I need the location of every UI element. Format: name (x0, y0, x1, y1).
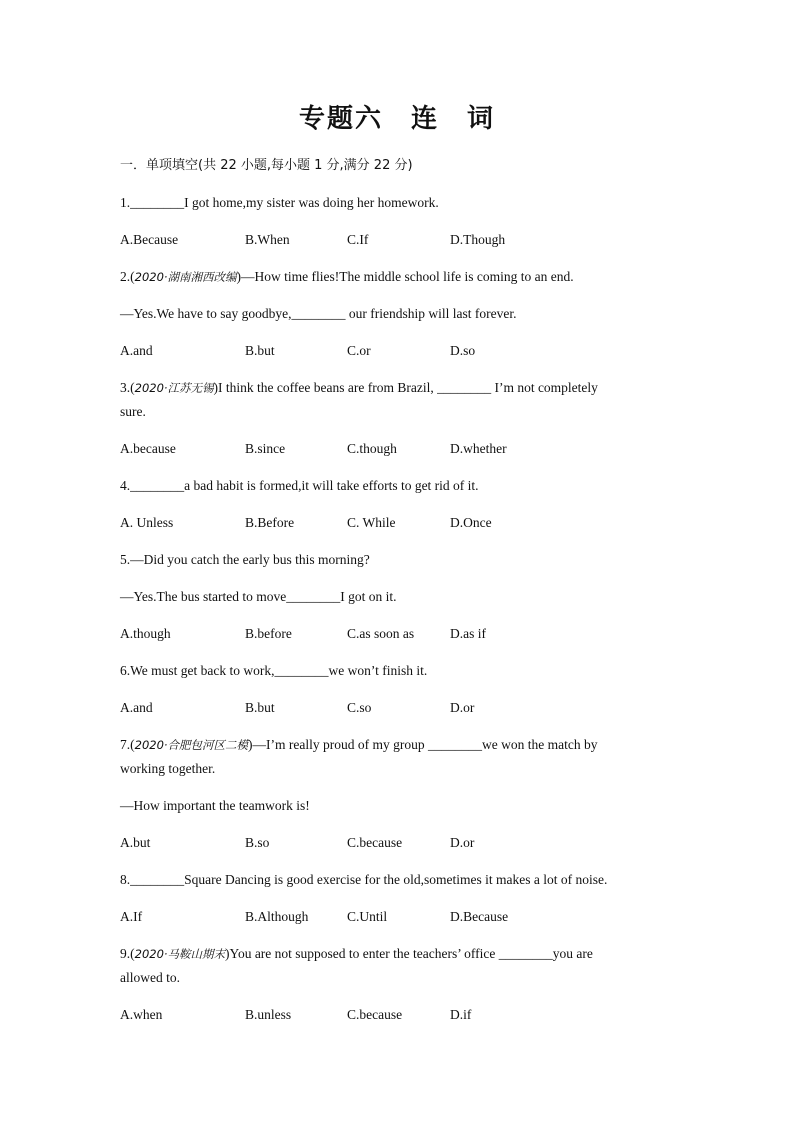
question-text-line-2: sure. (120, 404, 146, 419)
option-b: B.so (245, 835, 270, 850)
answer-options (120, 622, 660, 646)
question-stem: )I think the coffee beans are from Brazil, ________ I’m not completely (213, 380, 598, 395)
option-c: C.If (347, 232, 369, 247)
question-text-line-2: working together. (120, 761, 216, 776)
option-c: C.Until (347, 909, 388, 924)
question-1 (120, 191, 660, 252)
option-c: C.though (347, 441, 397, 456)
option-b: B.but (245, 700, 275, 715)
answer-options (120, 1003, 660, 1027)
question-source: 2020·湖南湘西改编 (134, 270, 237, 284)
section-heading: 一．单项填空(共 22 小题,每小题 1 分,满分 22 分) (120, 158, 413, 173)
question-text: 5.—Did you catch the early bus this morning? (120, 552, 370, 567)
option-d: D.so (450, 343, 476, 358)
option-b: B.When (245, 232, 290, 247)
option-d: D.or (450, 835, 475, 850)
option-a: A.but (120, 835, 151, 850)
answer-options (120, 437, 660, 461)
question-3 (120, 376, 660, 461)
option-a: A.though (120, 626, 171, 641)
question-text: 1.________I got home,my sister was doing her homework. (120, 195, 439, 210)
option-b: B.unless (245, 1007, 292, 1022)
answer-options (120, 228, 660, 252)
option-d: D.Though (450, 232, 506, 247)
answer-options (120, 339, 660, 363)
question-source: 2020·马鞍山期末 (134, 947, 226, 961)
question-text (120, 265, 660, 289)
option-c: C.because (347, 835, 403, 850)
question-text (120, 733, 660, 757)
answer-options (120, 511, 660, 535)
option-d: D.Once (450, 515, 492, 530)
question-8 (120, 868, 660, 929)
question-number: 7.( (120, 737, 135, 752)
question-text: 8.________Square Dancing is good exercise for the old,sometimes it makes a lot of noise. (120, 872, 608, 887)
question-4 (120, 474, 660, 535)
question-5 (120, 548, 660, 646)
question-6 (120, 659, 660, 720)
option-c: C.as soon as (347, 626, 415, 641)
option-a: A.because (120, 441, 176, 456)
option-c: C.because (347, 1007, 403, 1022)
question-number: 3.( (120, 380, 135, 395)
option-d: D.if (450, 1007, 472, 1022)
option-a: A.and (120, 343, 153, 358)
option-a: A.when (120, 1007, 163, 1022)
option-b: B.Although (245, 909, 309, 924)
question-text: 6.We must get back to work,________we won’t finish it. (120, 663, 428, 678)
question-text (120, 942, 660, 966)
question-2 (120, 265, 660, 363)
question-text: 4.________a bad habit is formed,it will take efforts to get rid of it. (120, 478, 479, 493)
option-d: D.Because (450, 909, 509, 924)
question-number: 9.( (120, 946, 135, 961)
option-a: A.and (120, 700, 153, 715)
answer-options (120, 831, 660, 855)
page-title: 专题六 连 词 (298, 104, 495, 134)
option-a: A. Unless (120, 515, 174, 530)
option-c: C.so (347, 700, 372, 715)
option-c: C. While (347, 515, 396, 530)
question-stem: )—How time flies!The middle school life is coming to an end. (236, 269, 574, 284)
question-7 (120, 733, 660, 855)
option-d: D.as if (450, 626, 486, 641)
question-text-line-3: —How important the teamwork is! (120, 798, 310, 813)
option-d: D.whether (450, 441, 507, 456)
option-d: D.or (450, 700, 475, 715)
answer-options (120, 696, 660, 720)
question-number: 2.( (120, 269, 135, 284)
question-text (120, 376, 660, 400)
question-9 (120, 942, 660, 1027)
question-text-line-2: allowed to. (120, 970, 180, 985)
option-a: A.If (120, 909, 143, 924)
option-b: B.Before (245, 515, 295, 530)
question-text-line-2: —Yes.We have to say goodbye,________ our friendship will last forever. (120, 306, 517, 321)
question-stem: )You are not supposed to enter the teachers’ office ________you are (225, 946, 593, 961)
question-stem: )—I’m really proud of my group ________we won the match by (248, 737, 598, 752)
question-text-line-2: —Yes.The bus started to move________I got on it. (120, 589, 397, 604)
option-b: B.since (245, 441, 286, 456)
option-c: C.or (347, 343, 371, 358)
question-source: 2020·江苏无锡 (134, 381, 214, 395)
answer-options (120, 905, 660, 929)
option-a: A.Because (120, 232, 179, 247)
question-list (120, 191, 660, 1040)
option-b: B.but (245, 343, 275, 358)
option-b: B.before (245, 626, 292, 641)
question-source: 2020·合肥包河区二模 (134, 738, 249, 752)
